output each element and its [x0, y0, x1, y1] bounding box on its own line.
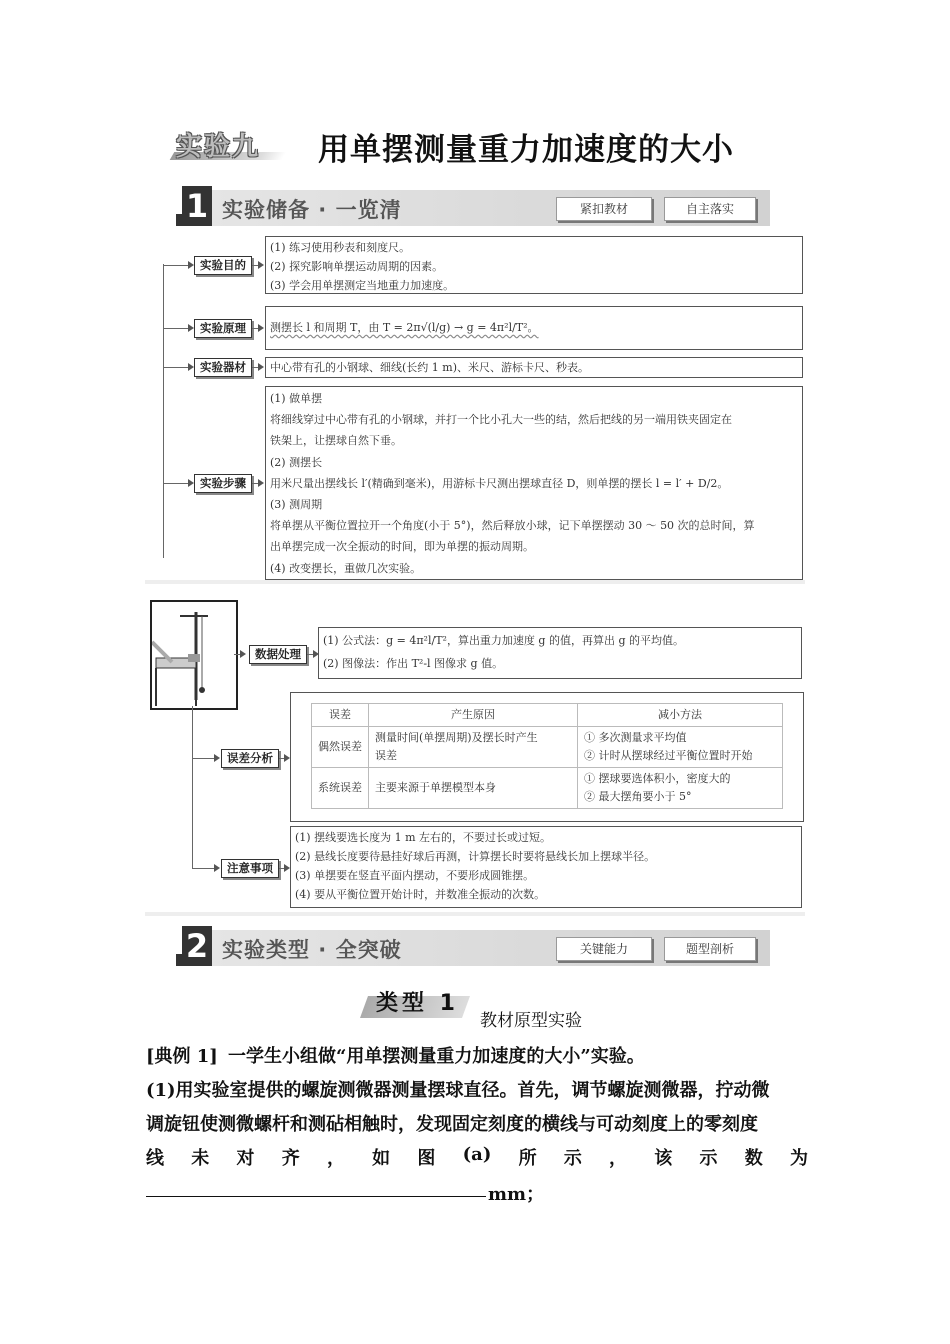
example-intro: 一学生小组做“用单摆测量重力加速度的大小”实验。 [228, 1046, 645, 1067]
tree-line-lower [192, 706, 193, 868]
arrow-icon [258, 363, 264, 371]
connector [192, 758, 216, 759]
chapter-badge [172, 126, 284, 160]
type-badge [364, 992, 466, 1016]
text-line: (1) 公式法：g = 4π²l/T²，算出重力加速度 g 的值，再算出 g 的平均值。 [323, 634, 685, 647]
tree-line [163, 264, 164, 558]
question-line-justified: 线 未 对 齐 ， 如 图 (a) 所 示 ， 该 示 数 为 [146, 1144, 808, 1169]
section-number: 2 [182, 926, 212, 966]
equipment-box [265, 357, 803, 378]
text-line: 铁架上，让摆球自然下垂。 [270, 434, 402, 448]
text-line: (1) 练习使用秒表和刻度尺。 [270, 241, 411, 254]
table-header: 减小方法 [578, 704, 783, 727]
pendulum-icon [152, 602, 236, 708]
label-equipment: 实验器材 [194, 358, 252, 377]
section-number: 1 [182, 186, 212, 226]
type-badge-text: 类型 1 [376, 991, 459, 1016]
type-subtitle: 教材原型实验 [480, 1011, 582, 1031]
arrow-icon [258, 479, 264, 487]
text-line: (2) 悬线长度要待悬挂好球后再测，计算摆长时要将悬线长加上摆球半径。 [295, 850, 656, 863]
arrow-icon [240, 650, 246, 658]
text-line: (3) 单摆要在竖直平面内摆动，不要形成圆锥摆。 [295, 869, 535, 882]
text-line: (4) 改变摆长，重做几次实验。 [270, 561, 422, 575]
error-box [290, 692, 804, 822]
text-line: (1) 摆线要选长度为 1 m 左右的，不要过长或过短。 [295, 831, 551, 844]
arrow-icon [214, 754, 220, 762]
label-data-processing: 数据处理 [249, 645, 307, 664]
table-cell: 偶然误差 [312, 727, 369, 768]
text-line: (3) 学会用单摆测定当地重力加速度。 [270, 279, 455, 292]
connector [163, 367, 190, 368]
connector [192, 868, 216, 869]
table-cell: ① 摆球要选体积小，密度大的 ② 最大摆角要小于 5° [578, 768, 783, 809]
pendulum-illustration [150, 600, 238, 710]
section-title: 实验储备 · 一览清 [222, 198, 402, 222]
steps-box [265, 386, 803, 580]
button-key-ability[interactable]: 关键能力 [556, 937, 652, 961]
notes-box [290, 826, 802, 908]
label-error-analysis: 误差分析 [221, 749, 279, 768]
divider [145, 912, 805, 916]
label-purpose: 实验目的 [194, 256, 252, 275]
page-title: 用单摆测量重力加速度的大小 [318, 132, 734, 168]
table-cell: ① 多次测量求平均值 ② 计时从摆球经过平衡位置时开始 [578, 727, 783, 768]
button-self-study[interactable]: 自主落实 [664, 197, 756, 221]
table-row [312, 768, 783, 809]
section-title: 实验类型 · 全突破 [222, 938, 402, 962]
example-label: [典例 1] [146, 1046, 218, 1067]
question-line: (1)用实验室提供的螺旋测微器测量摆球直径。首先，调节螺旋测微器，拧动微 [146, 1080, 770, 1101]
connector [163, 328, 190, 329]
label-notes: 注意事项 [221, 859, 279, 878]
connector [163, 483, 190, 484]
purpose-box [265, 236, 803, 294]
data-box [318, 627, 802, 679]
connector [163, 265, 190, 266]
question-line: 调旋钮使测微螺杆和测砧相触时，发现固定刻度的横线与可动刻度上的零刻度 [146, 1114, 758, 1135]
table-header: 误差 [312, 704, 369, 727]
table-cell: 系统误差 [312, 768, 369, 809]
section-2-header [182, 927, 770, 966]
text-line: 将单摆从平衡位置拉开一个角度(小于 5°)，然后释放小球，记下单摆摆动 30 ～ 50 次的总时间，算 [270, 519, 755, 533]
text-line: (3) 测周期 [270, 498, 323, 512]
chapter-badge-text: 实验九 [176, 132, 261, 162]
answer-blank[interactable] [146, 1196, 486, 1197]
button-textbook[interactable]: 紧扣教材 [556, 197, 652, 221]
label-steps: 实验步骤 [194, 474, 252, 493]
section-1-header [182, 187, 770, 226]
text-line: (2) 图像法：作出 T²-l 图像求 g 值。 [323, 657, 504, 670]
button-question-analysis[interactable]: 题型剖析 [664, 937, 756, 961]
text-line: 出单摆完成一次全振动的时间，即为单摆的振动周期。 [270, 540, 534, 554]
arrow-icon [214, 864, 220, 872]
formula-text: 测摆长 l 和周期 T，由 T = 2π√(l/g) → g = 4π²l/T²。 [270, 321, 539, 334]
divider [145, 580, 805, 584]
text-line: (1) 做单摆 [270, 392, 323, 405]
error-table [311, 703, 783, 809]
text-line: (4) 要从平衡位置开始计时，并数准全振动的次数。 [295, 888, 546, 901]
table-cell: 主要来源于单摆模型本身 [369, 768, 578, 809]
answer-unit: mm； [488, 1184, 545, 1205]
text-line: (2) 测摆长 [270, 455, 323, 469]
label-principle: 实验原理 [194, 319, 252, 338]
arrow-icon [258, 261, 264, 269]
text-line: 用米尺量出摆线长 l′(精确到毫米)，用游标卡尺测出摆球直径 D，则单摆的摆长 l = l′ + D/2。 [270, 476, 729, 490]
table-header: 产生原因 [369, 704, 578, 727]
text-line: (2) 探究影响单摆运动周期的因素。 [270, 260, 444, 273]
arrow-icon [258, 324, 264, 332]
principle-box [265, 306, 803, 350]
table-row [312, 727, 783, 768]
table-cell: 测量时间(单摆周期)及摆长时产生 误差 [369, 727, 578, 768]
text-line: 将细线穿过中心带有孔的小钢球，并打一个比小孔大一些的结，然后把线的另一端用铁夹固定在 [270, 413, 732, 427]
text-line: 中心带有孔的小钢球、细线(长约 1 m)、米尺、游标卡尺、秒表。 [270, 361, 590, 374]
